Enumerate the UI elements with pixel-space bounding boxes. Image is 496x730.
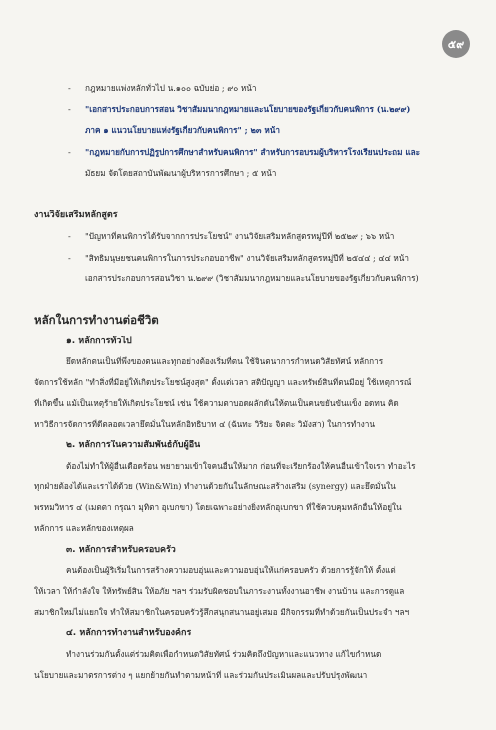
principle-heading: ๑. หลักการทั่วไป (66, 336, 132, 346)
principle-heading: ๔. หลักการทำงานสำหรับองค์กร (66, 628, 192, 638)
list-dash: - (68, 83, 71, 93)
reference-item: "กฎหมายกับการปฏิรูปการศึกษาสำหรับคนพิการ" สำหรับการอบรมผู้บริหารโรงเรียนประถม และ (85, 147, 421, 157)
principle-line: ทำงานร่วมกันตั้งแต่ร่วมคิดเพื่อกำหนดวิสัยทัศน์ ร่วมคิดถึงปัญหาและแนวทาง แก้ไขกำหนด (66, 649, 382, 659)
principle-line: หลักการ และหลักของเหตุผล (34, 523, 134, 533)
principle-heading: ๓. หลักการสำหรับครอบครัว (66, 545, 176, 555)
principle-line: สมาชิกใหม่ไม่แยกใจ ทำให้สมาชิกในครอบครัวรู้สึกสนุกสนานอยู่เสมอ มีกิจกรรมที่ทำด้วยกันเป็นประจำ ฯลฯ (34, 607, 410, 617)
principle-line: ให้เวลา ให้กำลังใจ ให้ทรัพย์สิน ให้อภัย ฯลฯ ร่วมรับผิดชอบในภาระงานทั้งงานอาชีพ งานบ้าน และการดูแล (34, 586, 405, 596)
principles-heading: หลักในการทำงานต่อชีวิต (34, 313, 159, 327)
principle-line: ต้องไม่ทำให้ผู้อื่นเดือดร้อน พยายามเข้าใจคนอื่นให้มาก ก่อนที่จะเรียกร้องให้คนอื่นเข้าใจเรา ทำอะไร (66, 461, 416, 471)
principle-line: ทุกฝ่ายต้องได้และเราได้ด้วย (Win&Win) ทำงานด้วยกันในลักษณะสร้างเสริม (synergy) และยึดมั่นใน (34, 481, 396, 491)
page-number: ๕๙ (447, 38, 465, 51)
principle-line: คนต้องเป็นผู้ริเริ่มในการสร้างความอบอุ่นและความอบอุ่นให้แก่ครอบครัว ด้วยการรู้จักให้ ตั้งแต่ (66, 565, 396, 575)
reference-item-cont: ภาค ๑ แนวนโยบายแห่งรัฐเกี่ยวกับคนพิการ" ; ๒๓ หน้า (85, 125, 280, 135)
page-number-badge (442, 30, 470, 58)
list-dash: - (68, 253, 71, 263)
principle-line: จัดการใช้หลัก "ทำสิ่งที่มีอยู่ให้เกิดประโยชน์สูงสุด" ตั้งแต่เวลา สติปัญญา และทรัพย์สินที่ตนมีอยู่ ใช้เหตุการณ์ (34, 377, 412, 387)
principle-line: ยึดหลักตนเป็นที่พึ่งของตนและทุกอย่างต้องเริ่มที่ตน ใช้จินตนาการกำหนดวิสัยทัศน์ หลักการ (66, 356, 384, 366)
section-heading: งานวิจัยเสริมหลักสูตร (34, 210, 118, 220)
research-item: "สิทธิมนุษยชนคนพิการในการประกอบอาชีพ" งานวิจัยเสริมหลักสูตรหมู่ปีที่ ๒๕๔๔ ; ๔๔ หน้า (85, 253, 409, 263)
principle-line: พรหมวิหาร ๔ (เมตตา กรุณา มุทิตา อุเบกขา) โดยเฉพาะอย่างยิ่งหลักอุเบกขา ที่ใช้ควบคุมหลักอื่นให้อยู่ใน (34, 502, 402, 512)
research-item-cont: เอกสารประกอบการสอนวิชา น.๒๙๙ (วิชาสัมมนากฎหมายและนโยบายของรัฐเกี่ยวกับคนพิการ) (85, 273, 419, 283)
principle-line: นโยบายและมาตรการต่าง ๆ แยกย้ายกันทำตามหน้าที่ และร่วมกันประเมินผลและปรับปรุงพัฒนา (34, 670, 368, 680)
principle-line: หาวิธีการจัดการที่ดีตลอดเวลายึดมั่นในหลักอิทธิบาท ๔ (ฉันทะ วิริยะ จิตตะ วิมังสา) ในการทำงาน (34, 419, 375, 429)
list-dash: - (68, 104, 71, 114)
list-dash: - (68, 147, 71, 157)
reference-item: "เอกสารประกอบการสอน วิชาสัมมนากฎหมายและนโยบายของรัฐเกี่ยวกับคนพิการ (น.๒๙๙) (85, 104, 411, 114)
reference-item: กฎหมายแพ่งหลักทั่วไป น.๑๐๐ ฉบับย่อ ; ๙๐ หน้า (85, 83, 257, 93)
reference-item-cont: มัธยม จัดโดยสถาบันพัฒนาผู้บริหารการศึกษา ; ๕ หน้า (85, 168, 277, 178)
research-item: "ปัญหาที่คนพิการได้รับจากการประโยชน์" งานวิจัยเสริมหลักสูตรหมู่ปีที่ ๒๕๒๙ ; ๖๖ หน้า (85, 231, 395, 241)
principle-line: ที่เกิดขึ้น แม้เป็นเหตุร้ายให้เกิดประโยชน์ เช่น ใช้ความตาบอดผลักดันให้ตนเป็นคนขยันขันแข็ง อดทน คิด (34, 398, 399, 408)
list-dash: - (68, 231, 71, 241)
principle-heading: ๒. หลักการในความสัมพันธ์กับผู้อื่น (66, 440, 201, 450)
